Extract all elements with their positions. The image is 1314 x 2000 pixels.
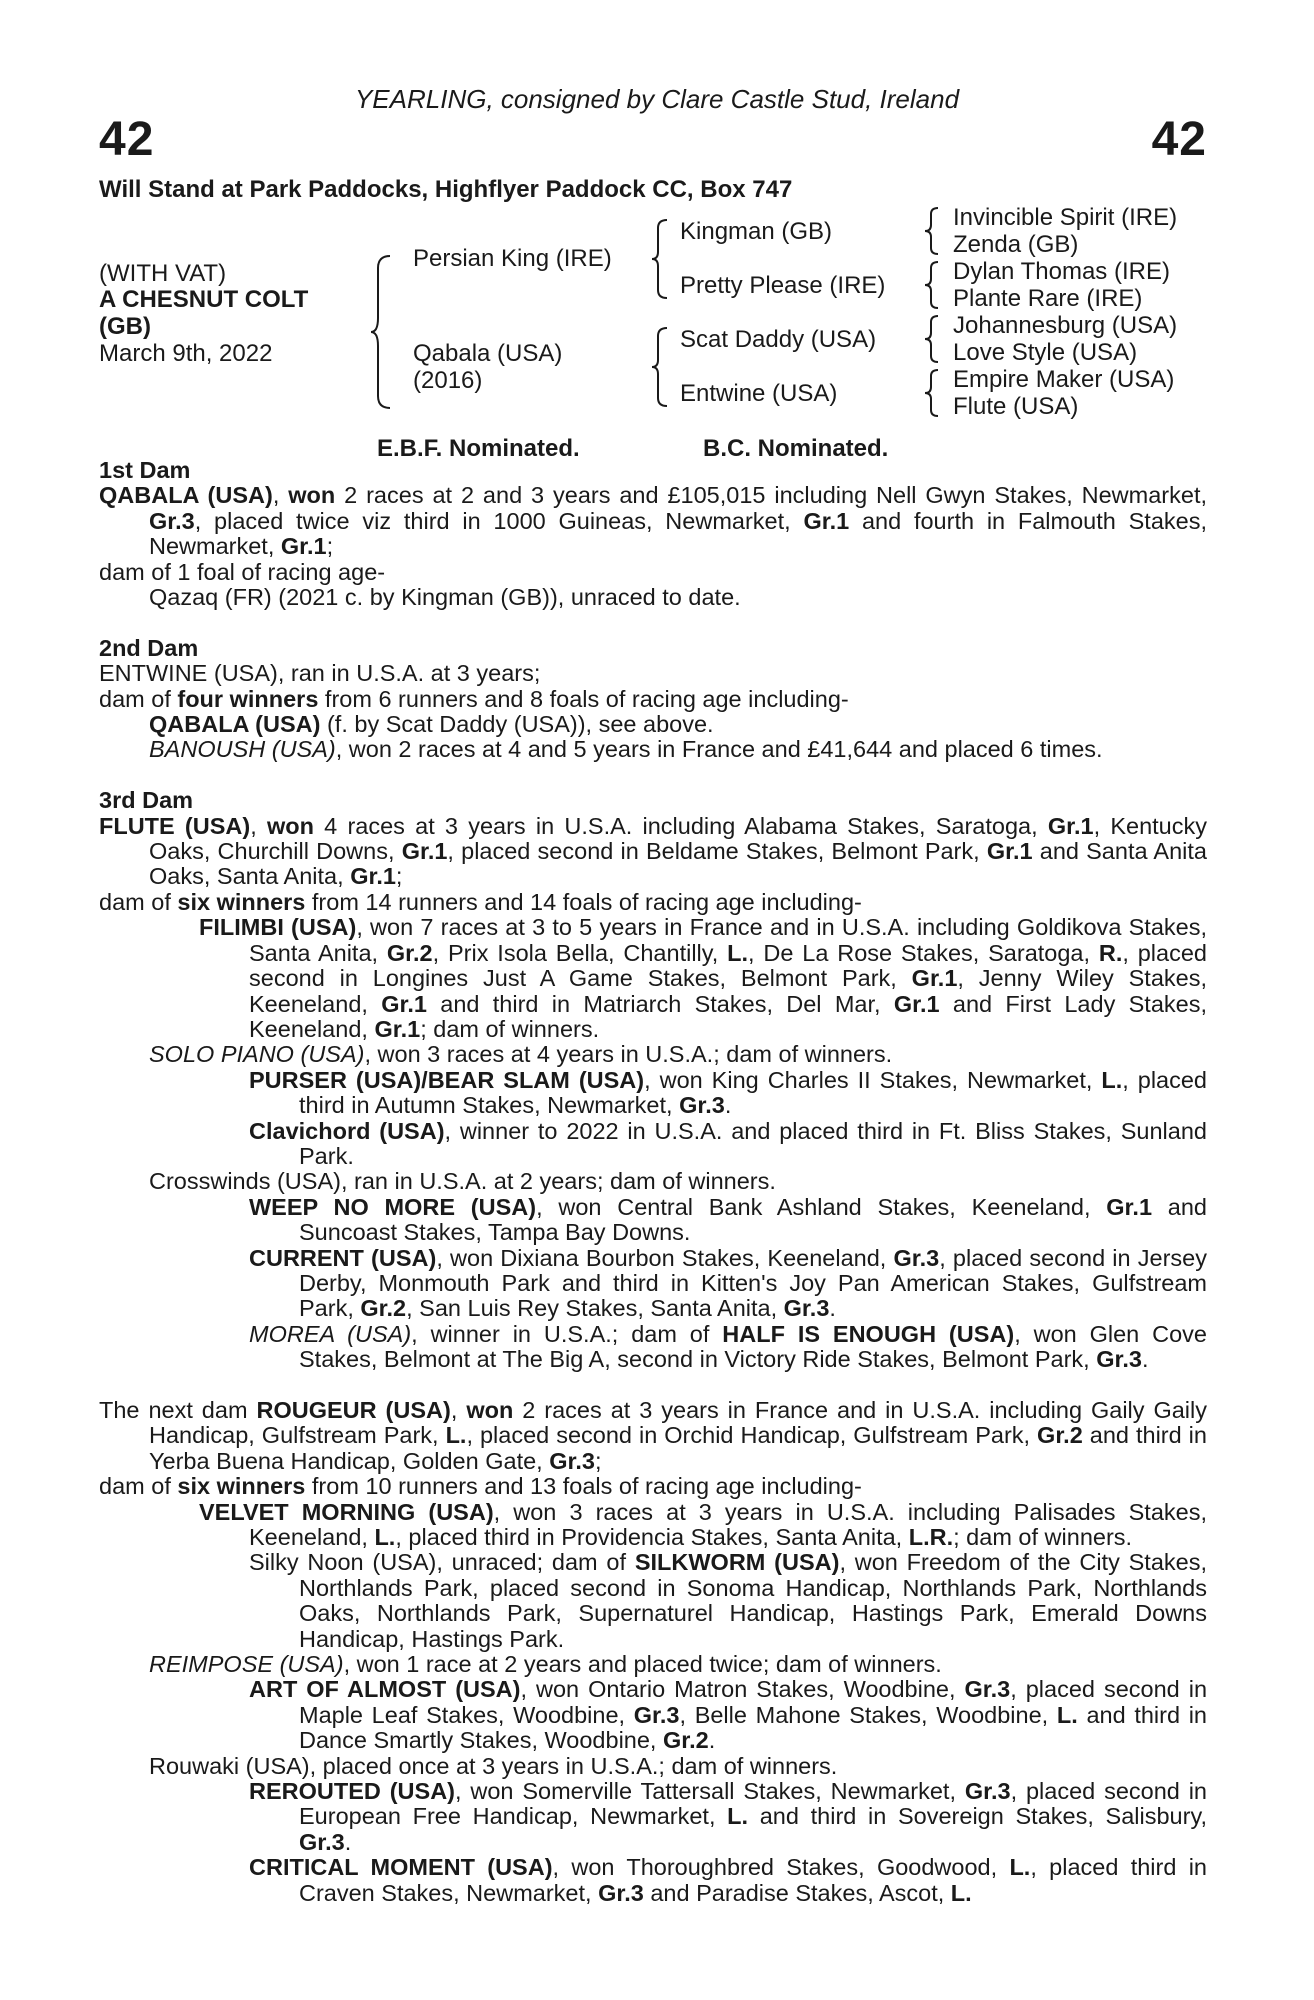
brace-dam <box>651 326 671 408</box>
current-entry: CURRENT (USA), won Dixiana Bourbon Stakes, Keeneland, Gr.3, placed second in Jersey Derby, Monmouth Park and third in Kitten's Joy Pan American Stakes, Gulfstream Park, Gr.2, San Luis Rey Stakes, Santa Anita, Gr.3. <box>249 1244 1207 1322</box>
brace-g2 <box>924 260 942 310</box>
brace-main <box>370 254 396 410</box>
filimbi-entry: FILIMBI (USA), won 7 races at 3 to 5 years in France and in U.S.A. including Goldikova Stakes, Santa Anita, Gr.2, Prix Isola Bella, Chantilly, L., De La Rose Stakes, Saratoga, R., placed second in Longines Just A Game Stakes, Belmont Park, Gr.1, Jenny Wiley Stakes, Keeneland, Gr.1 and third in Matriarch Stakes, Del Mar, Gr.1 and First Lady Stakes, Keeneland, Gr.1; dam of winners. <box>199 914 1207 1042</box>
second-dam-record: ENTWINE (USA), ran in U.S.A. at 3 years; <box>99 660 541 687</box>
rouwaki-entry: Rouwaki (USA), placed once at 3 years in U.S.A.; dam of winners. <box>149 1752 838 1779</box>
bc-nomination: B.C. Nominated. <box>703 435 889 462</box>
dam-sire-name: Scat Daddy (USA) <box>680 326 877 353</box>
gen3-5: Johannesburg (USA) <box>953 312 1178 339</box>
family-section <box>99 458 1207 1906</box>
gen3-8: Flute (USA) <box>953 393 1079 420</box>
stabling-line: Will Stand at Park Paddocks, Highflyer Paddock CC, Box 747 <box>99 176 793 203</box>
lot-number-left: 42 <box>99 113 155 166</box>
lot-number-right: 42 <box>1151 113 1207 166</box>
gen3-3: Dylan Thomas (IRE) <box>953 258 1170 285</box>
next-dam-produce-intro: dam of six winners from 10 runners and 13 foals of racing age including- <box>99 1473 862 1500</box>
gen3-2: Zenda (GB) <box>953 231 1079 258</box>
dam-name: Qabala (USA) <box>413 340 563 367</box>
morea-entry: MOREA (USA), winner in U.S.A.; dam of HALF IS ENOUGH (USA), won Glen Cove Stakes, Belmont at The Big A, second in Victory Ride Stakes, Belmont Park, Gr.3. <box>249 1320 1207 1373</box>
brace-g1 <box>924 206 942 256</box>
first-dam-produce-intro: dam of 1 foal of racing age- <box>99 558 386 585</box>
second-dam-produce-1: QABALA (USA) (f. by Scat Daddy (USA)), see above. <box>149 711 714 738</box>
purser-entry: PURSER (USA)/BEAR SLAM (USA), won King Charles II Stakes, Newmarket, L., placed third in Autumn Stakes, Newmarket, Gr.3. <box>249 1066 1208 1119</box>
ebf-nomination: E.B.F. Nominated. <box>377 435 580 462</box>
second-dam-heading: 2nd Dam <box>99 634 199 661</box>
second-dam-produce-intro: dam of four winners from 6 runners and 8 foals of racing age including- <box>99 685 849 712</box>
brace-g3 <box>924 314 942 364</box>
first-dam-heading: 1st Dam <box>99 457 191 483</box>
reimpose-entry: REIMPOSE (USA), won 1 race at 2 years and placed twice; dam of winners. <box>149 1651 942 1678</box>
clavichord-entry: Clavichord (USA), winner to 2022 in U.S.A. and placed third in Ft. Bliss Stakes, Sunland Park. <box>249 1117 1207 1169</box>
second-dam-produce-2: BANOUSH (USA), won 2 races at 4 and 5 years in France and £41,644 and placed 6 times. <box>149 736 1103 763</box>
third-dam-heading: 3rd Dam <box>99 787 194 814</box>
next-dam-record: The next dam ROUGEUR (USA), won 2 races at 3 years in France and in U.S.A. including Gaily Gaily Handicap, Gulfstream Park, L., placed second in Orchid Handicap, Gulfstream Park, Gr.2 and third in Yerba Buena Handicap, Golden Gate, Gr.3; <box>99 1396 1207 1474</box>
crosswinds-entry: Crosswinds (USA), ran in U.S.A. at 2 years; dam of winners. <box>149 1168 776 1195</box>
first-dam-produce-1: Qazaq (FR) (2021 c. by Kingman (GB)), unraced to date. <box>149 584 741 611</box>
horse-origin: (GB) <box>99 313 151 340</box>
art-of-almost-entry: ART OF ALMOST (USA), won Ontario Matron Stakes, Woodbine, Gr.3, placed second in Maple Leaf Stakes, Woodbine, Gr.3, Belle Mahone Stakes, Woodbine, L. and third in Dance Smartly Stakes, Woodbine, Gr.2. <box>249 1676 1208 1754</box>
critical-moment-entry: CRITICAL MOMENT (USA), won Thoroughbred Stakes, Goodwood, L., placed third in Craven Stakes, Newmarket, Gr.3 and Paradise Stakes, Ascot, L. <box>249 1854 1208 1906</box>
rerouted-entry: REROUTED (USA), won Somerville Tattersall Stakes, Newmarket, Gr.3, placed second in European Free Handicap, Newmarket, L. and third in Sovereign Stakes, Salisbury, Gr.3. <box>249 1778 1208 1855</box>
gen3-1: Invincible Spirit (IRE) <box>953 204 1178 231</box>
first-dam-record: QABALA (USA), won 2 races at 2 and 3 years and £105,015 including Nell Gwyn Stakes, Newmarket, Gr.3, placed twice viz third in 1000 Guineas, Newmarket, Gr.1 and fourth in Falmouth Stakes, Newmarket, Gr.1; <box>99 482 1207 560</box>
gen3-4: Plante Rare (IRE) <box>953 285 1143 312</box>
weep-no-more-entry: WEEP NO MORE (USA), won Central Bank Ashland Stakes, Keeneland, Gr.1 and Suncoast Stakes, Tampa Bay Downs. <box>249 1193 1207 1246</box>
gen3-7: Empire Maker (USA) <box>953 366 1175 393</box>
brace-g4 <box>924 368 942 418</box>
brace-sire <box>651 218 671 300</box>
solo-piano-entry: SOLO PIANO (USA), won 3 races at 4 years in U.S.A.; dam of winners. <box>149 1041 893 1068</box>
silky-noon-entry: Silky Noon (USA), unraced; dam of SILKWORM (USA), won Freedom of the City Stakes, Northlands Park, placed second in Sonoma Handicap, Northlands Park, Northlands Oaks, Northlands Park, Supernaturel Handicap, Hastings Park, Emerald Downs Handicap, Hastings Park. <box>249 1549 1207 1652</box>
sire-dam-name: Pretty Please (IRE) <box>680 272 886 299</box>
third-dam-produce-intro: dam of six winners from 14 runners and 14 foals of racing age including- <box>99 888 862 915</box>
third-dam-record: FLUTE (USA), won 4 races at 3 years in U.S.A. including Alabama Stakes, Saratoga, Gr.1, Kentucky Oaks, Churchill Downs, Gr.1, placed second in Beldame Stakes, Belmont Park, Gr.1 and Santa Anita Oaks, Santa Anita, Gr.1; <box>99 812 1207 890</box>
gen3-6: Love Style (USA) <box>953 339 1138 366</box>
velvet-morning-entry: VELVET MORNING (USA), won 3 races at 3 years in U.S.A. including Palisades Stakes, Keeneland, L., placed third in Providencia Stakes, Santa Anita, L.R.; dam of winners. <box>199 1498 1207 1551</box>
vat-note: (WITH VAT) <box>99 260 227 287</box>
sire-name: Persian King (IRE) <box>413 245 612 272</box>
sire-sire-name: Kingman (GB) <box>680 218 833 245</box>
foaling-date: March 9th, 2022 <box>99 340 273 367</box>
dam-dam-name: Entwine (USA) <box>680 380 838 407</box>
consignor-line: YEARLING, consigned by Clare Castle Stud, Ireland <box>354 84 960 114</box>
dam-year: (2016) <box>413 367 483 394</box>
horse-description: A CHESNUT COLT <box>99 286 309 313</box>
